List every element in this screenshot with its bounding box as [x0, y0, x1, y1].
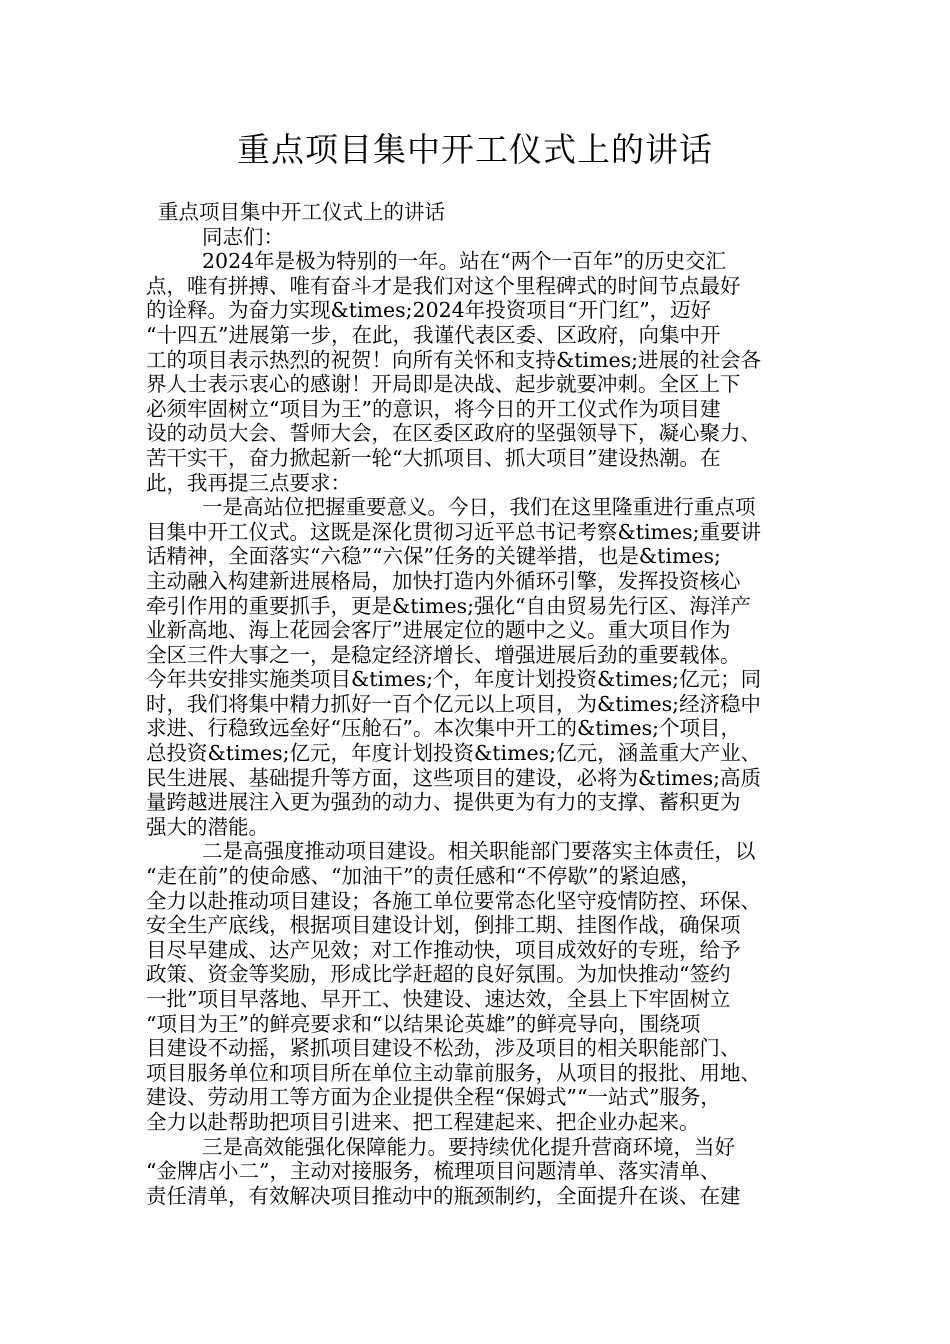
document-title: 重点项目集中开工仪式上的讲话: [237, 130, 713, 169]
paragraph-2-line: 业新高地、海上花园会客厅”进展定位的题中之义。重大项目作为: [146, 618, 731, 643]
paragraph-3-line: “走在前”的使命感、“加油干”的责任感和“不停歇”的紧迫感，: [146, 864, 701, 889]
paragraph-2-line: 目集中开工仪式。这既是深化贯彻习近平总书记考察&times;重要讲: [146, 519, 762, 544]
paragraph-2-line: 全区三件大事之一，是稳定经济增长、增强进展后劲的重要载体。: [146, 642, 741, 667]
paragraph-2-line: 主动融入构建新进展格局，加快打造内外循环引擎，发挥投资核心: [146, 568, 741, 593]
paragraph-2-line: 时，我们将集中精力抓好一百个亿元以上项目，为&times;经济稳中: [146, 691, 762, 716]
paragraph-2-line: 强大的潜能。: [146, 814, 269, 839]
paragraph-2-line: 总投资&times;亿元，年度计划投资&times;亿元，涵盖重大产业、: [146, 741, 762, 766]
paragraph-1-line: 点，唯有拼搏、唯有奋斗才是我们对这个里程碑式的时间节点最好: [146, 273, 741, 298]
paragraph-4-line: “金牌店小二”，主动对接服务，梳理项目问题清单、落实清单、: [146, 1159, 721, 1184]
paragraph-3-line: 全力以赴推动项目建设；各施工单位要常态化坚守疫情防控、环保、: [146, 888, 761, 913]
paragraph-2-line: 牵引作用的重要抓手，更是&times;强化“自由贸易先行区、海洋产: [146, 593, 752, 618]
paragraph-1-line: 界人士表示衷心的感谢！开局即是决战、起步就要冲刺。全区上下: [146, 372, 741, 397]
paragraph-1-line: 2024年是极为特别的一年。站在“两个一百年”的历史交汇: [202, 249, 727, 274]
document-subtitle: 重点项目集中开工仪式上的讲话: [158, 200, 445, 224]
paragraph-3-line: 全力以赴帮助把项目引进来、把工程建起来、把企业办起来。: [146, 1109, 700, 1134]
paragraph-3-line: 安全生产底线，根据项目建设计划，倒排工期、挂图作战，确保项: [146, 913, 741, 938]
paragraph-3-line: 政策、资金等奖励，形成比学赶超的良好氛围。为加快推动“签约: [146, 962, 731, 987]
paragraph-3-line: 二是高强度推动项目建设。相关职能部门要落实主体责任，以: [202, 839, 756, 864]
paragraph-1-line: 工的项目表示热烈的祝贺！向所有关怀和支持&times;进展的社会各: [146, 347, 762, 372]
paragraph-2-line: 一是高站位把握重要意义。今日，我们在这里隆重进行重点项: [202, 495, 756, 520]
paragraph-1-line: 苦干实干，奋力掀起新一轮“大抓项目、抓大项目”建设热潮。在: [146, 445, 721, 470]
document-body: [146, 200, 826, 1208]
paragraph-3-line: 建设、劳动用工等方面为企业提供全程“保姆式”“一站式”服务，: [146, 1085, 721, 1110]
paragraph-2-line: 民生进展、基础提升等方面，这些项目的建设，必将为&times;高质: [146, 765, 762, 790]
paragraph-4-line: 责任清单，有效解决项目推动中的瓶颈制约，全面提升在谈、在建: [146, 1183, 741, 1208]
paragraph-1-line: 必须牢固树立“项目为王”的意识，将今日的开工仪式作为项目建: [146, 396, 721, 421]
paragraph-2-line: 量跨越进展注入更为强劲的动力、提供更为有力的支撑、蓄积更为: [146, 790, 741, 815]
paragraph-4-line: 三是高效能强化保障能力。要持续优化提升营商环境，当好: [202, 1134, 735, 1159]
paragraph-1-line: “十四五”进展第一步，在此，我谨代表区委、区政府，向集中开: [146, 322, 721, 347]
paragraph-2-line: 今年共安排实施类项目&times;个，年度计划投资&times;亿元；同: [146, 667, 762, 692]
greeting-line: 同志们：: [202, 224, 284, 249]
paragraph-3-line: 一批”项目早落地、早开工、快建设、速达效，全县上下牢固树立: [146, 987, 731, 1011]
paragraph-1-line: 此，我再提三点要求：: [146, 470, 351, 495]
paragraph-3-line: 项目服务单位和项目所在单位主动靠前服务，从项目的报批、用地、: [146, 1060, 761, 1085]
paragraph-3-line: “项目为王”的鲜亮要求和“以结果论英雄”的鲜亮导向，围绕项: [146, 1011, 701, 1036]
paragraph-3-line: 目尽早建成、达产见效；对工作推动快，项目成效好的专班，给予: [146, 937, 741, 962]
paragraph-2-line: 求进、行稳致远垒好“压舱石”。本次集中开工的&times;个项目，: [146, 716, 741, 741]
paragraph-1-line: 的诠释。为奋力实现&times;2024年投资项目“开门红”，迈好: [146, 298, 712, 323]
paragraph-3-line: 目建设不动摇，紧抓项目建设不松劲，涉及项目的相关职能部门、: [146, 1036, 741, 1061]
paragraph-1-line: 设的动员大会、誓师大会，在区委区政府的坚强领导下，凝心聚力、: [146, 421, 761, 446]
paragraph-2-line: 话精神，全面落实“六稳”“六保”任务的关键举措，也是&times;: [146, 544, 721, 569]
